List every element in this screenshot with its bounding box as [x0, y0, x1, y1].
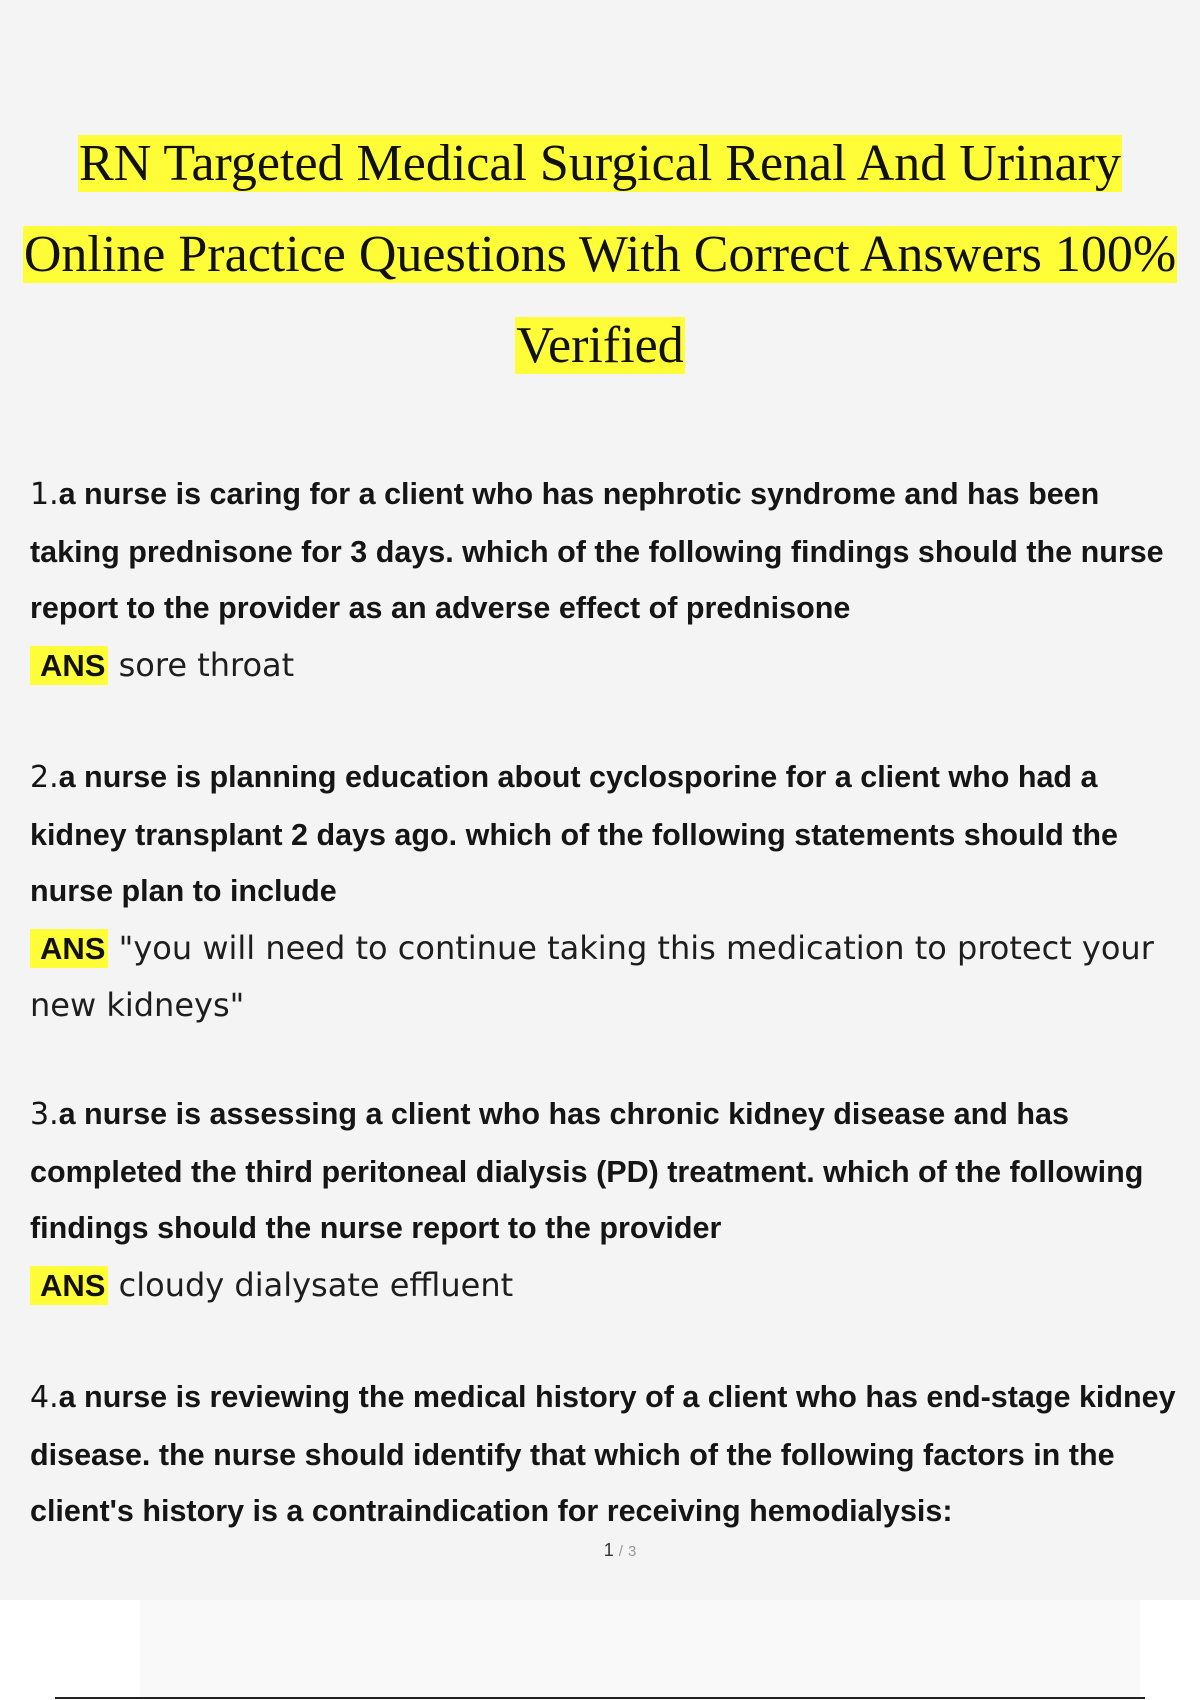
question-item [30, 1086, 1190, 1314]
answer-text: cloudy dialysate effluent [118, 1265, 514, 1304]
question-number: 4. [30, 1380, 59, 1415]
answer-text: "you will need to continue taking this medication to protect your new kidneys" [30, 928, 1154, 1024]
answer-label: ANS [30, 1266, 108, 1305]
question-item [30, 749, 1190, 1034]
question-item [30, 466, 1190, 694]
current-page-number: 1 [603, 1540, 614, 1560]
page-separator: / [618, 1543, 623, 1560]
page-indicator [0, 1540, 1200, 1561]
answer-line [30, 1257, 1190, 1315]
question-item [30, 1369, 1190, 1540]
question-text: 4.a nurse is reviewing the medical history of a client who has end-stage kidney disease. the nurse should identify that which of the following factors in the client's history is a contraindication for receiving hemodialysis: [30, 1380, 1176, 1528]
question-text: 1.a nurse is caring for a client who has nephrotic syndrome and has been taking prednisone for 3 days. which of the following findings should the nurse report to the provider as an adverse effect of prednisone [30, 477, 1164, 625]
question-number: 2. [30, 760, 59, 795]
answer-label: ANS [30, 646, 108, 685]
question-number: 3. [30, 1097, 59, 1132]
answer-text: sore throat [118, 645, 295, 684]
question-text: 2.a nurse is planning education about cyclosporine for a client who had a kidney transplant 2 days ago. which of the following statements should the nurse plan to include [30, 760, 1118, 908]
title-line: Online Practice Questions With Correct Answers 100% [23, 226, 1177, 283]
document-title [0, 118, 1200, 391]
question-text: 3.a nurse is assessing a client who has chronic kidney disease and has completed the third peritoneal dialysis (PD) treatment. which of the following findings should the nurse report to the provider [30, 1097, 1144, 1245]
answer-label: ANS [30, 929, 108, 968]
answer-line [30, 920, 1190, 1034]
title-line: RN Targeted Medical Surgical Renal And Urinary [79, 135, 1121, 192]
page-divider [55, 1697, 1145, 1699]
answer-line [30, 637, 1190, 695]
next-page-preview [140, 1600, 1140, 1700]
title-line: Verified [516, 317, 684, 374]
question-number: 1. [30, 477, 59, 512]
total-pages: 3 [627, 1543, 637, 1560]
